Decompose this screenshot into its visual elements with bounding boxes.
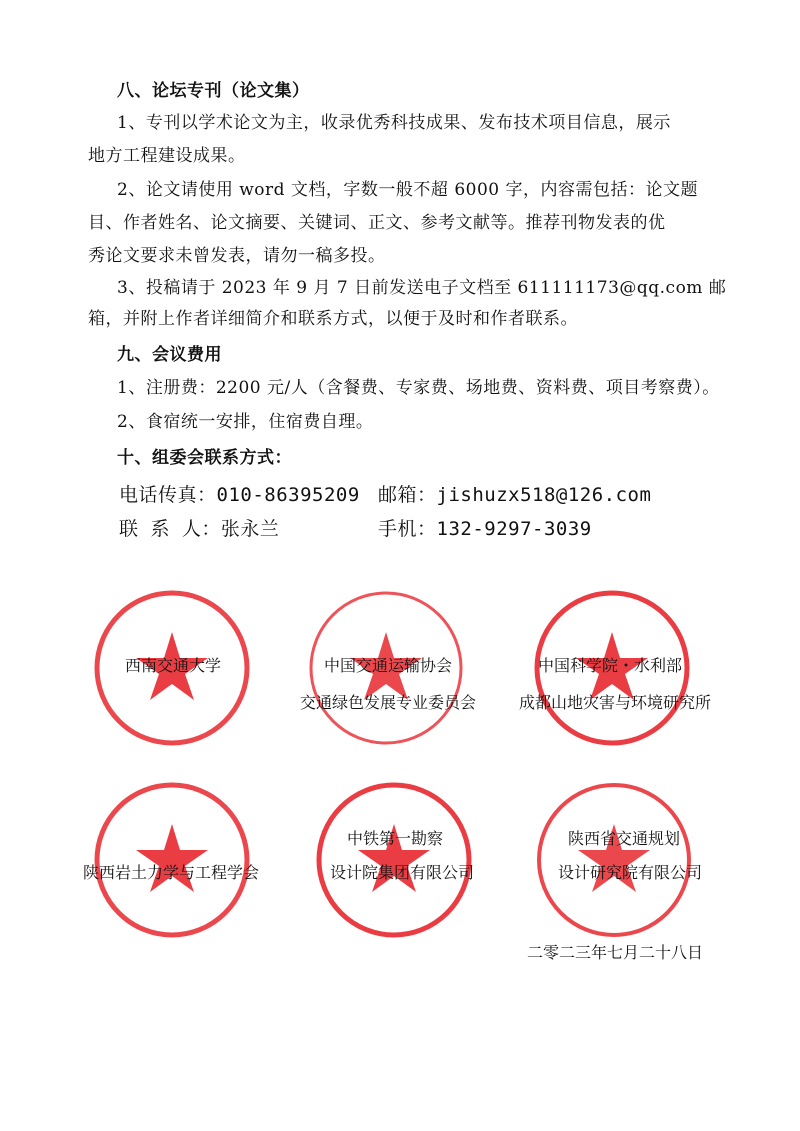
seal-6-caption-line1: 陕西省交通规划 bbox=[567, 829, 680, 848]
section-10-heading: 十、组委会联系方式： bbox=[117, 448, 292, 468]
phone-fax: 电话传真：010-86395209 bbox=[119, 484, 360, 506]
section-8-p2-line2: 目、作者姓名、论文摘要、关键词、正文、参考文献等。推荐刊物发表的优 bbox=[88, 213, 666, 233]
seal-2-caption-line1: 中国交通运输协会 bbox=[323, 656, 452, 675]
section-8-p2-line1: 2、论文请使用 word 文档，字数一般不超 6000 字，内容需包括：论文题 bbox=[117, 180, 698, 200]
section-8-p2-line3: 秀论文要求未曾发表，请勿一稿多投。 bbox=[88, 246, 386, 266]
document-date: 二零二三年七月二十八日 bbox=[526, 943, 703, 962]
fee-item-2: 2、食宿统一安排，住宿费自理。 bbox=[117, 412, 374, 432]
section-9-heading: 九、会议费用 bbox=[117, 345, 222, 365]
seal-5-caption-line2: 设计院集团有限公司 bbox=[329, 863, 474, 882]
seal-3-caption-line2: 成都山地灾害与环境研究所 bbox=[518, 693, 711, 712]
contact-person: 联 系 人：张永兰 bbox=[119, 518, 280, 540]
seal-5-caption-line1: 中铁第一勘察 bbox=[346, 829, 443, 848]
section-8-p3-line2: 箱，并附上作者详细简介和联系方式，以便于及时和作者联系。 bbox=[88, 309, 578, 329]
section-8-heading: 八、论坛专刊（论文集） bbox=[117, 81, 310, 101]
section-8-p1-line1: 1、专刊以学术论文为主，收录优秀科技成果、发布技术项目信息，展示 bbox=[117, 113, 671, 133]
fee-item-1: 1、注册费：2200 元/人（含餐费、专家费、场地费、资料费、项目考察费）。 bbox=[117, 378, 720, 398]
section-8-p3-line1: 3、投稿请于 2023 年 9 月 7 日前发送电子文档至 611111173@qq.com 邮 bbox=[117, 278, 727, 298]
email: 邮箱：jishuzx518@126.com bbox=[378, 484, 652, 506]
seal-2-caption-line2: 交通绿色发展专业委员会 bbox=[299, 693, 476, 712]
seal-1-caption: 西南交通大学 bbox=[124, 656, 221, 675]
seal-6-caption-line2: 设计研究院有限公司 bbox=[557, 863, 702, 882]
seal-4-caption: 陕西岩土力学与工程学会 bbox=[82, 863, 259, 882]
section-8-p1-line2: 地方工程建设成果。 bbox=[88, 146, 246, 166]
mobile: 手机：132-9297-3039 bbox=[378, 518, 592, 540]
seal-3-caption-line1: 中国科学院・水利部 bbox=[537, 656, 682, 675]
